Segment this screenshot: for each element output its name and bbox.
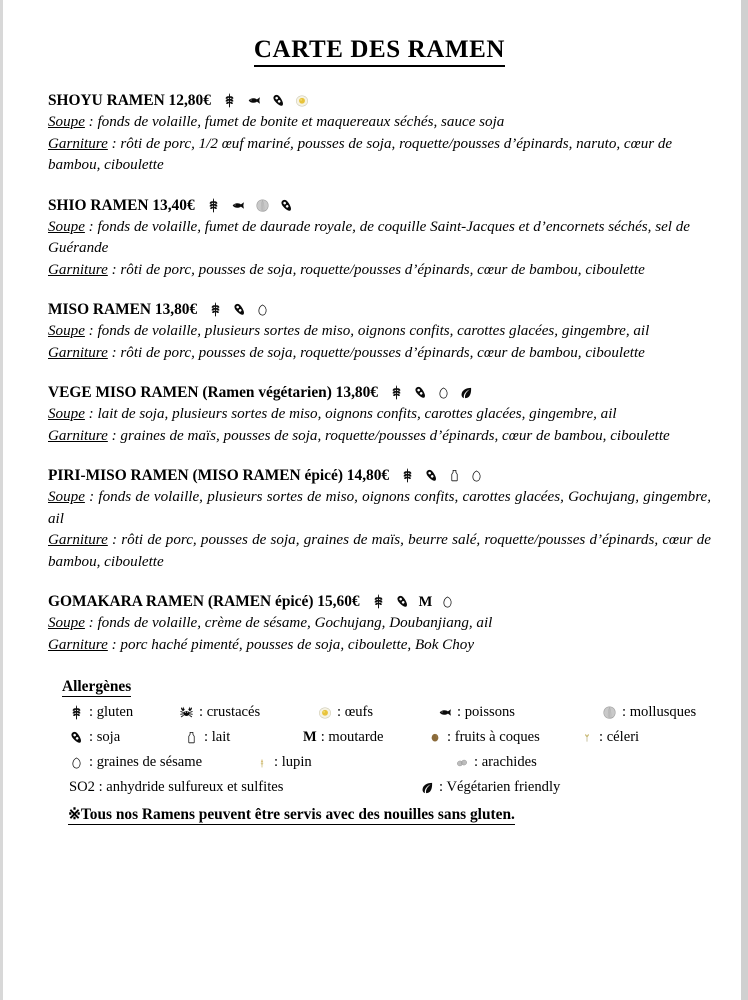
menu-item-description-line [48,426,711,447]
allergen-legend [48,678,711,824]
menu-item-header [48,383,711,402]
milk-bottle-icon [448,468,461,483]
legend-item-label: : arachides [474,754,537,771]
egg-icon [295,94,309,108]
soy-icon [271,93,286,108]
menu-item [48,383,711,447]
description-text: : lait de soja, plusieurs sortes de miso, oignons confits, carottes glacées, gingembre, ail [84,406,617,423]
menu-item-allergen-icons [222,93,309,108]
menu-item [48,466,711,573]
legend-item-label: : poissons [457,704,515,721]
menu-item-header [48,91,711,110]
menu-item-header [48,300,711,319]
menu-item-description-line [48,343,711,364]
page-title-text: CARTE DES RAMEN [254,36,505,67]
gluten-free-footnote [62,805,711,824]
description-text: : fonds de volaille, fumet de daurade royale, de coquille Saint-Jacques et d’encornets séchés, sel de Guérande [48,218,691,257]
menu-item-description-line [48,635,711,656]
menu-item-allergen-icons [389,385,473,400]
menu-item-name: SHIO RAMEN 13,40€ [48,196,195,214]
legend-item-vegetarien: : Végétarien friendly [418,779,560,796]
legend-item-label: : moutarde [320,729,384,746]
celery-icon [578,730,595,745]
legend-item-lupin [253,754,453,771]
menu-item-description-line [48,112,711,133]
legend-item-moutarde [303,729,426,746]
legend-item-lait [183,729,303,746]
description-text: : rôti de porc, 1/2 œuf mariné, pousses de soja, roquette/pousses d’épinards, naruto, cœur de bambou, ciboulette [48,135,673,174]
description-label: Garniture [48,636,108,653]
description-label: Soupe [48,615,85,632]
allergen-legend-row [62,729,711,746]
wheat-icon [389,385,404,400]
soy-icon [232,302,247,317]
description-label: Garniture [48,427,108,444]
description-label: Soupe [48,114,85,131]
description-label: Soupe [48,323,85,340]
menu-item-name: MISO RAMEN 13,80€ [48,301,198,319]
sesame-seed-icon [437,386,450,400]
menu-item-allergen-icons [206,198,294,213]
lupin-icon [253,755,270,771]
allergen-legend-extra-row [62,779,711,796]
description-text: : fonds de volaille, plusieurs sortes de miso, oignons confits, carottes glacées, gingembre, ail [84,323,650,340]
menu-item-description-line [48,260,711,281]
menu-item-name: GOMAKARA RAMEN (RAMEN épicé) 15,60€ [48,593,360,611]
menu-item-header [48,196,711,215]
legend-item-soja [68,729,183,746]
shell-icon [601,705,618,720]
legend-item-label: : céleri [599,729,640,746]
sesame-seed-icon [470,469,483,483]
menu-items-list [48,91,711,656]
legend-item-crustaces [178,704,316,721]
legend-item-label: : soja [89,729,121,746]
leaf-icon [418,781,435,795]
fish-icon [230,199,246,212]
description-text: : porc haché pimenté, pousses de soja, ciboulette, Bok Choy [107,636,475,653]
legend-item-label: : crustacés [199,704,261,721]
sesame-seed-icon [441,595,454,609]
menu-item-description-line [48,217,711,260]
menu-item-description-line [48,134,711,177]
description-label: Soupe [48,406,85,423]
nut-icon [426,731,443,744]
menu-item [48,91,711,177]
allergen-legend-title: Allergènes [62,678,132,696]
legend-item-mollusques [601,704,696,721]
soy-icon [395,594,410,609]
menu-item-name: PIRI-MISO RAMEN (MISO RAMEN épicé) 14,80€ [48,467,390,485]
allergen-legend-row [62,754,711,771]
description-label: Soupe [48,218,85,235]
menu-item [48,592,711,656]
soy-icon [413,385,428,400]
gluten-free-footnote-text: ※Tous nos Ramens peuvent être servis avec des nouilles sans gluten. [68,806,515,824]
legend-item-label: : fruits à coques [447,729,540,746]
leaf-icon [459,386,473,400]
legend-item-oeufs [316,704,436,721]
wheat-icon [371,594,386,609]
soy-icon [424,468,439,483]
legend-item-label: : œufs [337,704,374,721]
fish-icon [436,706,453,719]
description-text: : graines de maïs, pousses de soja, roquette/pousses d’épinards, cœur de bambou, ciboulette [107,427,670,444]
description-text: : fonds de volaille, crème de sésame, Gochujang, Doubanjiang, ail [84,615,493,632]
page-title [48,36,711,65]
M: M [418,593,433,610]
description-text: : rôti de porc, pousses de soja, roquette/pousses d’épinards, cœur de bambou, ciboulette [107,261,645,278]
description-text: : fonds de volaille, plusieurs sortes de miso, oignons confits, carottes glacées, Gochujang, gingembre, ail [48,489,711,527]
legend-item-gluten [68,704,178,721]
menu-item-allergen-icons [208,302,269,317]
peanut-icon [453,757,470,769]
legend-item-label: : gluten [89,704,134,721]
description-label: Soupe [48,489,85,506]
menu-item-name: VEGE MISO RAMEN (Ramen végétarien) 13,80€ [48,384,379,402]
legend-item-poissons [436,704,601,721]
menu-item-description-line [48,613,711,634]
wheat-icon [222,93,237,108]
legend-item-arachides [453,754,537,771]
menu-item [48,196,711,282]
legend-item-so2: SO2 : anhydride sulfureux et sulfites [69,779,284,796]
description-label: Garniture [48,532,108,549]
menu-item-header [48,592,711,611]
menu-item-allergen-icons [371,593,455,611]
allergen-legend-rows [62,704,711,771]
menu-item-description-line [48,404,711,425]
wheat-icon [206,198,221,213]
fish-icon [246,94,262,107]
milk-bottle-icon [183,730,200,745]
legend-item-label: : lait [204,729,231,746]
description-text: : rôti de porc, pousses de soja, roquette/pousses d’épinards, cœur de bambou, ciboulette [107,344,645,361]
egg-icon [316,706,333,720]
legend-item-celeri [578,729,639,746]
legend-item-sesame [68,754,253,771]
shell-icon [255,198,270,213]
legend-item-fruits_a_coques [426,729,578,746]
wheat-icon [68,705,85,720]
sesame-seed-icon [256,303,269,317]
wheat-icon [400,468,415,483]
legend-item-label: : graines de sésame [89,754,203,771]
crab-icon [178,705,195,720]
description-text: : fonds de volaille, fumet de bonite et maquereaux séchés, sauce soja [84,114,505,131]
legend-item-label: : mollusques [622,704,697,721]
menu-item-name: SHOYU RAMEN 12,80€ [48,92,211,109]
description-label: Garniture [48,344,108,361]
allergen-legend-row [62,704,711,721]
mustard-letter-icon: M [303,729,317,746]
menu-item-allergen-icons [400,468,483,483]
menu-item-header [48,466,711,485]
soy-icon [279,198,294,213]
sesame-seed-icon [68,756,85,770]
menu-item-description-line [48,487,711,530]
menu-item [48,300,711,364]
description-label: Garniture [48,261,108,278]
wheat-icon [208,302,223,317]
menu-item-description-line [48,321,711,342]
menu-item-description-line [48,530,711,573]
description-label: Garniture [48,135,108,152]
description-text: : rôti de porc, pousses de soja, graines de maïs, beurre salé, roquette/pousses d’épinards, cœur de bambou, ciboulette [48,532,711,570]
soy-icon [68,730,85,745]
legend-item-label: : lupin [274,754,312,771]
